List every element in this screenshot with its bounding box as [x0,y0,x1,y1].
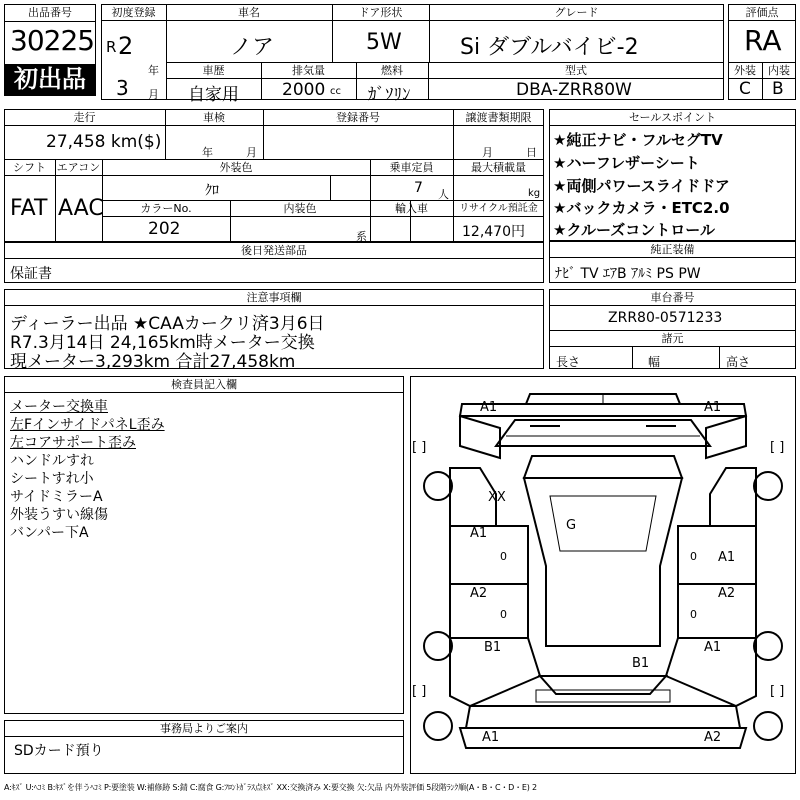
fuel: ｶﾞｿﾘﾝ [368,85,411,105]
damage-mark: A2 [470,586,488,601]
inspector-line: 外装うすい線傷 [10,507,108,523]
car-history: 自家用 [188,85,239,105]
reg-era: R [106,38,117,56]
inspector-line: シートすれ小 [10,471,94,487]
reg-month: 3 [116,76,129,100]
note-line: R7.3月14日 24,165km時メーター交換 [10,333,315,353]
recycle-fee: 12,470円 [462,224,525,240]
equipment-value: ﾅﾋﾞ TV ｴｱB ｱﾙﾐ PS PW [555,266,701,282]
office-note: SDカード預り [14,743,104,759]
color-number: 202 [148,219,181,239]
selling-point: ★ハーフレザーシート [553,154,700,172]
chassis-number: ZRR80-0571233 [608,310,723,326]
damage-mark: A1 [482,730,500,745]
mileage: 27,458 km($) [46,132,162,152]
damage-mark: A2 [704,730,722,745]
selling-point: ★バックカメラ・ETC2.0 [553,199,730,217]
capacity: 7 [414,180,423,196]
reg-year: 2 [118,32,134,60]
damage-mark: A1 [704,640,722,655]
damage-mark: G [566,518,577,533]
selling-point: ★両側パワースライドドア [553,177,730,195]
note-line: 現メーター3,293km 合計27,458km [10,352,296,372]
selling-point: ★クルーズコントロール [553,221,715,239]
shift: FAT [10,196,48,221]
car-name: ノア [230,35,275,60]
first-listing-badge: 初出品 [5,64,95,95]
grade: Si ダブルバイビ-2 [460,35,639,60]
selling-point: ★純正ナビ・フルセグTV [553,131,723,149]
inspector-line: バンパー下A [10,525,89,541]
air-conditioner: AAC [58,196,104,221]
inspector-line: 左コアサポート歪み [10,435,136,451]
damage-mark: B1 [632,656,650,671]
overall-score: RA [744,24,782,57]
reg-label: 初度登録 [111,6,156,19]
car-body-diagram [410,376,796,774]
damage-mark: XX [488,490,506,505]
inspector-line: サイドミラーA [10,489,103,505]
damage-mark: B1 [484,640,502,655]
later-parts-value: 保証書 [10,266,52,282]
lot-no-label: 出品番号 [28,6,72,19]
inspector-line: ハンドルすれ [10,453,94,469]
model-code: DBA-ZRR80W [516,80,632,100]
car-name-label: 車名 [238,6,260,19]
legend: A:ｷｽﾞ U:ﾍｺﾐ B:ｷｽﾞを伴うﾍｺﾐ P:要塗装 W:補修跡 S:錆 C:腐食 G:ﾌﾛﾝﾄｶﾞﾗｽ点ｷｽﾞ XX:交換済み X:要交換 欠:欠品 内外装評価 5段階ﾗﾝｸ順(A・B・C・D・E) 2 [4,783,537,792]
door-type: 5W [366,30,402,55]
damage-mark: A1 [480,400,498,415]
damage-mark: A2 [718,586,736,601]
damage-mark: A1 [470,526,488,541]
inspector-line: メーター交換車 [10,399,108,415]
exterior-grade: C [739,79,751,99]
body-color: ｸﾛ [205,183,219,199]
inspector-line: 左FインサイドパネL歪み [10,417,165,433]
damage-mark: A1 [718,550,736,565]
lot-number: 30225 [10,24,95,57]
damage-mark: A1 [704,400,722,415]
note-line: ディーラー出品 ★CAAカークリ済3月6日 [10,314,325,334]
displacement: 2000 [282,80,326,100]
interior-grade: B [772,79,784,99]
